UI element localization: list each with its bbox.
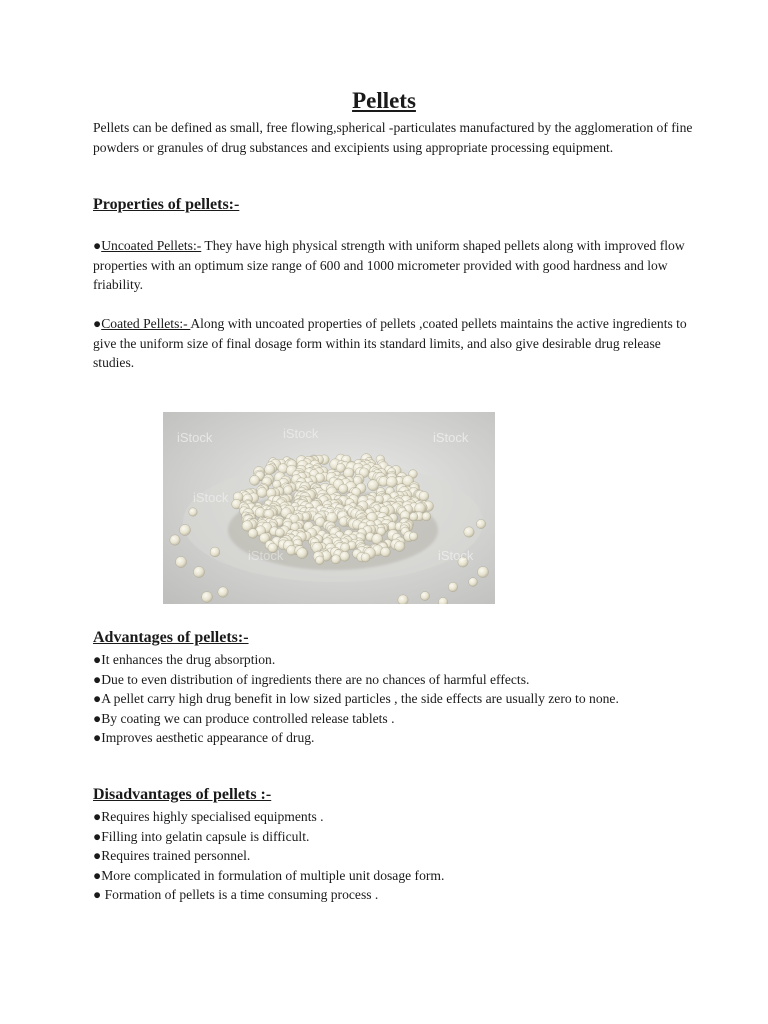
watermark-text: iStock [248, 548, 284, 563]
disadvantage-item: ●Requires trained personnel. [93, 848, 251, 863]
disadvantage-item: ●Requires highly specialised equipments . [93, 809, 324, 824]
pellet [218, 587, 228, 597]
disadvantage-item: ●Filling into gelatin capsule is difficult. [93, 828, 310, 844]
pellet [331, 555, 340, 564]
pellet [315, 556, 324, 565]
pellet [275, 528, 284, 537]
watermark-text: iStock [193, 490, 229, 505]
watermark-text: iStock [433, 430, 469, 445]
coated-pellets-paragraph [93, 314, 693, 373]
pellet [265, 464, 275, 474]
uncoated-pellets-text: They have high physical strength with uniform shaped pellets along with improved flow properties with an optimum size range of 600 and 1000 micrometer provided with good hardness and low friability. [93, 238, 685, 292]
disadvantage-item: ●More complicated in formulation of multiple unit dosage form. [93, 867, 445, 883]
pellet [180, 525, 191, 536]
watermark-text: iStock [438, 548, 474, 563]
pellet [421, 592, 430, 601]
pellet [248, 529, 258, 539]
watermark-text: iStock [177, 430, 213, 445]
pellet [176, 557, 187, 568]
uncoated-pellets-paragraph [93, 236, 693, 295]
advantage-item: ●It enhances the drug absorption. [93, 652, 276, 667]
pellets-image [163, 412, 495, 604]
page-title: Pellets [352, 88, 416, 113]
pellet [194, 567, 205, 578]
advantage-item: ●Improves aesthetic appearance of drug. [93, 730, 315, 745]
pellet [202, 592, 213, 603]
advantage-item: ●Due to even distribution of ingredients there are no chances of harmful effects. [93, 671, 530, 687]
pellet [361, 553, 370, 562]
properties-heading: Properties of pellets:- [93, 196, 240, 213]
pellet [422, 512, 431, 521]
pellet [410, 513, 418, 521]
pellet [297, 548, 308, 559]
bullet: ● [93, 238, 102, 253]
watermark-text: iStock [313, 504, 349, 519]
pellet [395, 541, 405, 551]
pellet [448, 582, 457, 591]
pellet [419, 491, 429, 501]
pellet [339, 484, 348, 493]
pellet [381, 547, 391, 557]
pellets-photo [163, 412, 495, 604]
uncoated-pellets-label: Uncoated Pellets:- [101, 238, 202, 253]
watermark-text: iStock [283, 426, 319, 441]
advantages-list [93, 650, 693, 748]
pellet [464, 527, 474, 537]
pellet [250, 475, 260, 485]
coated-pellets-label: Coated Pellets:- [101, 316, 191, 331]
pellet [409, 532, 418, 541]
pellet [386, 476, 397, 487]
advantages-heading: Advantages of pellets:- [93, 629, 249, 646]
disadvantages-list [93, 807, 693, 905]
pellet [398, 595, 408, 604]
advantage-item: ●A pellet carry high drug benefit in low sized particles , the side effects are usually zero to none. [93, 691, 619, 706]
pellet [476, 519, 485, 528]
disadvantage-item: ● Formation of pellets is a time consuming process . [93, 887, 379, 902]
intro-paragraph: Pellets can be defined as small, free flowing,spherical -particulates manufactured by the agglomeration of fine powders or granules of drug substances and excipients using appropriate processing equipment. [93, 120, 693, 155]
pellet [170, 535, 180, 545]
pellet [340, 551, 350, 561]
pellet [189, 508, 197, 516]
coated-pellets-text: Along with uncoated properties of pellets ,coated pellets maintains the active ingredients to give the uniform size of final dosage form within its standard limits, and also give desirable drug release studies. [93, 316, 687, 370]
pellet [478, 567, 489, 578]
pellet [469, 578, 478, 587]
bullet: ● [93, 316, 102, 331]
pellet [368, 480, 379, 491]
disadvantages-heading: Disadvantages of pellets :- [93, 786, 272, 803]
pellet [284, 486, 293, 495]
pellet [210, 547, 220, 557]
advantage-item: ●By coating we can produce controlled release tablets . [93, 710, 395, 726]
